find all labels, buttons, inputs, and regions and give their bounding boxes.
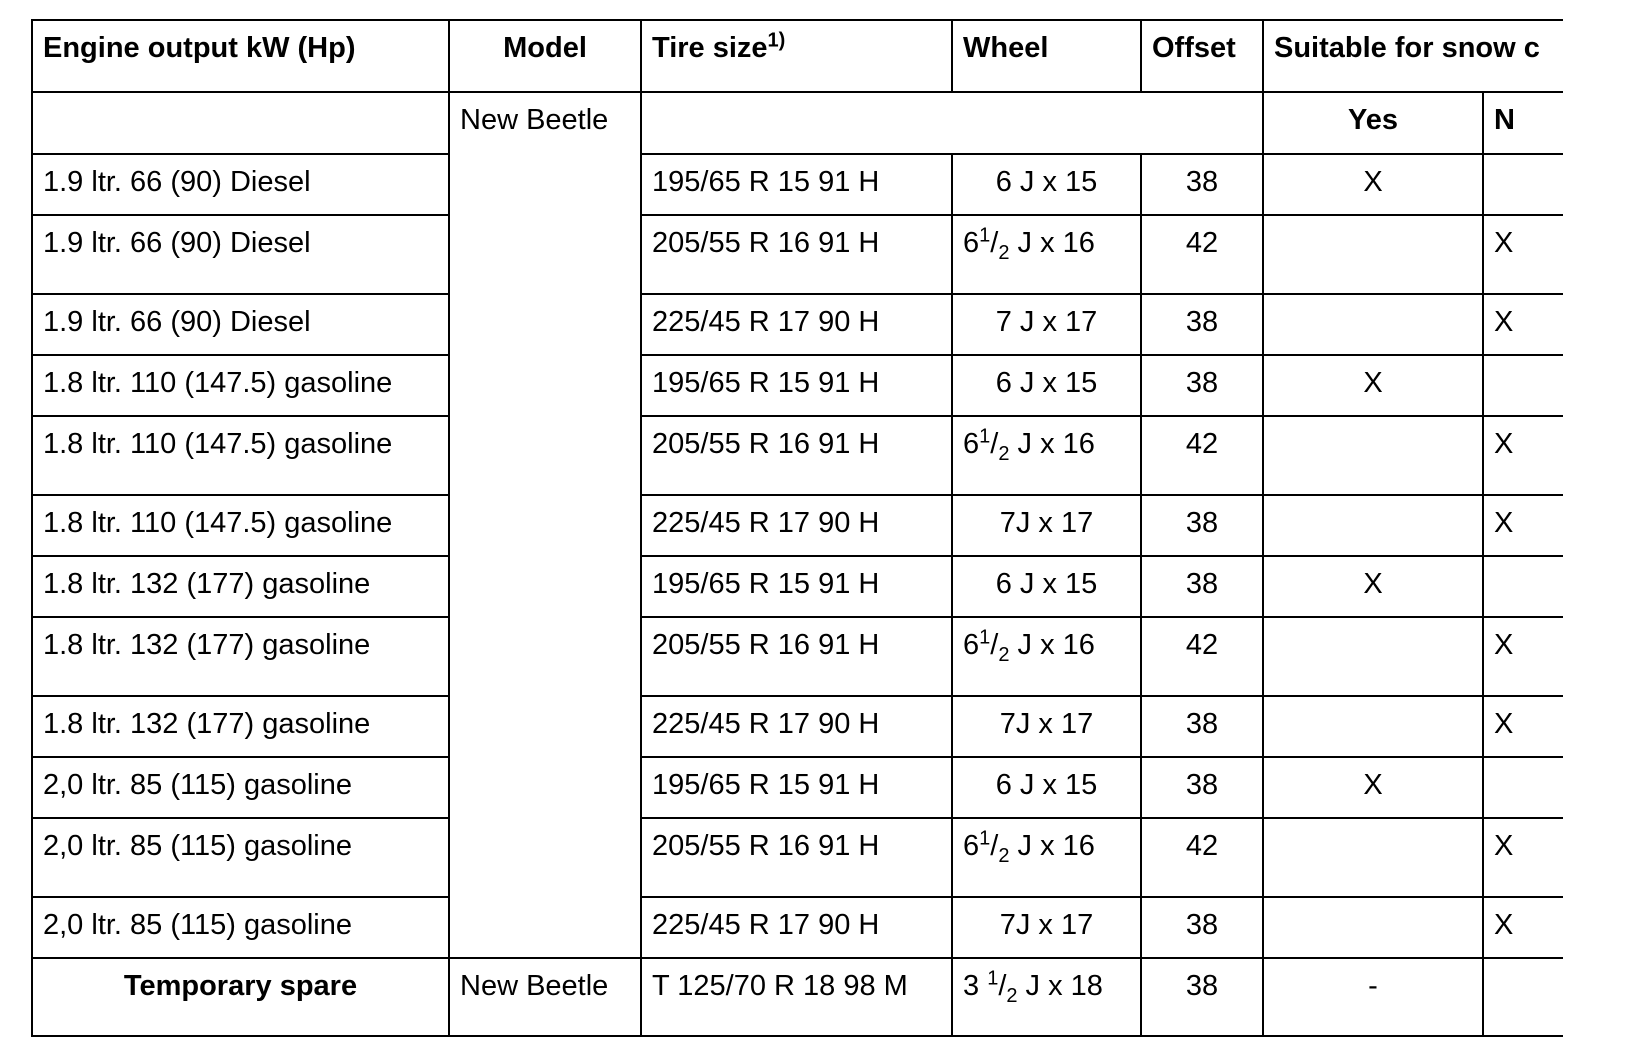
- engine-output-cell: 2,0 ltr. 85 (115) gasoline: [32, 757, 449, 818]
- tire-size-cell: 225/45 R 17 90 H: [641, 294, 952, 355]
- table-row: [32, 294, 1563, 355]
- spare-wheel-den: 2: [1006, 984, 1018, 1007]
- spare-wheel-rest: J x 18: [1017, 970, 1103, 1002]
- tire-size-cell: 195/65 R 15 91 H: [641, 757, 952, 818]
- table-row: [32, 696, 1563, 757]
- wheel-fraction-numerator: 1: [979, 224, 991, 247]
- engine-output-cell: 1.9 ltr. 66 (90) Diesel: [32, 215, 449, 294]
- wheel-fraction-numerator: 1: [979, 827, 991, 850]
- subheader-empty-spec: [641, 92, 1263, 154]
- spare-model: New Beetle: [449, 958, 641, 1036]
- spare-wheel: 3 $^1/_2$ J x 18: [952, 958, 1141, 1036]
- spare-wheel-num: 1: [987, 967, 999, 990]
- snow-chains-yes-cell: [1263, 495, 1483, 556]
- wheel-rest: J x 16: [1009, 830, 1095, 862]
- snow-chains-yes-cell: [1263, 416, 1483, 495]
- table-row: [32, 416, 1563, 495]
- snow-chains-yes-cell: [1263, 818, 1483, 897]
- wheel-int: 6: [963, 227, 980, 259]
- offset-cell: 38: [1141, 294, 1263, 355]
- offset-cell: 38: [1141, 556, 1263, 617]
- header-engine-output: Engine output kW (Hp): [32, 20, 449, 92]
- table-row: [32, 757, 1563, 818]
- wheel-int: 6: [963, 830, 980, 862]
- engine-output-cell: 1.9 ltr. 66 (90) Diesel: [32, 154, 449, 215]
- tire-size-cell: 225/45 R 17 90 H: [641, 495, 952, 556]
- table-body: [32, 92, 1563, 958]
- snow-chains-yes-cell: [1263, 294, 1483, 355]
- tire-size-cell: 195/65 R 15 91 H: [641, 556, 952, 617]
- table-row: [32, 355, 1563, 416]
- wheel-fraction-denominator: 2: [998, 844, 1010, 867]
- snow-chains-yes-cell: [1263, 215, 1483, 294]
- wheel-cell: $6^1/_2$ J x 16: [952, 617, 1141, 696]
- snow-chains-no-cell: [1483, 355, 1563, 416]
- offset-cell: 42: [1141, 416, 1263, 495]
- subheader-row: [32, 92, 1563, 154]
- spare-wheel-int: 3: [963, 970, 988, 1002]
- engine-output-cell: 2,0 ltr. 85 (115) gasoline: [32, 897, 449, 958]
- wheel-int: 6: [963, 629, 980, 661]
- tire-size-cell: 225/45 R 17 90 H: [641, 696, 952, 757]
- table-row: [32, 818, 1563, 897]
- wheel-fraction-denominator: 2: [998, 442, 1010, 465]
- spare-tire: T 125/70 R 18 98 M: [641, 958, 952, 1036]
- wheel-cell: 6 J x 15: [952, 757, 1141, 818]
- spare-body: [32, 958, 1563, 1036]
- spare-yes: -: [1263, 958, 1483, 1036]
- wheel-cell: 7J x 17: [952, 696, 1141, 757]
- wheel-cell: 6 J x 15: [952, 154, 1141, 215]
- header-wheel: Wheel: [952, 20, 1141, 92]
- table-row: [32, 215, 1563, 294]
- table-row: [32, 154, 1563, 215]
- snow-chains-yes-cell: [1263, 696, 1483, 757]
- model-cell: New Beetle: [449, 92, 641, 958]
- engine-output-cell: 1.8 ltr. 110 (147.5) gasoline: [32, 495, 449, 556]
- table-row: [32, 617, 1563, 696]
- offset-cell: 38: [1141, 154, 1263, 215]
- wheel-cell: $6^1/_2$ J x 16: [952, 416, 1141, 495]
- tire-size-cell: 205/55 R 16 91 H: [641, 215, 952, 294]
- header-tire-size: [641, 20, 952, 92]
- engine-output-cell: 1.8 ltr. 132 (177) gasoline: [32, 617, 449, 696]
- snow-chains-no-cell: X: [1483, 897, 1563, 958]
- snow-chains-no-cell: X: [1483, 294, 1563, 355]
- spare-engine: Temporary spare: [32, 958, 449, 1036]
- snow-chains-yes-cell: X: [1263, 556, 1483, 617]
- tire-size-cell: 205/55 R 16 91 H: [641, 818, 952, 897]
- wheel-fraction-numerator: 1: [979, 626, 991, 649]
- wheel-int: 6: [963, 428, 980, 460]
- wheel-fraction-denominator: 2: [998, 241, 1010, 264]
- header-tire-size-footnote: 1): [767, 29, 786, 52]
- wheel-cell: 7 J x 17: [952, 294, 1141, 355]
- tire-size-cell: 225/45 R 17 90 H: [641, 897, 952, 958]
- snow-chains-no-cell: X: [1483, 495, 1563, 556]
- subheader-no: N: [1483, 92, 1563, 154]
- spare-row: [32, 958, 1563, 1036]
- tire-size-cell: 205/55 R 16 91 H: [641, 617, 952, 696]
- snow-chains-no-cell: X: [1483, 696, 1563, 757]
- snow-chains-yes-cell: X: [1263, 757, 1483, 818]
- wheel-fraction-denominator: 2: [998, 643, 1010, 666]
- snow-chains-yes-cell: [1263, 617, 1483, 696]
- snow-chains-no-cell: X: [1483, 617, 1563, 696]
- snow-chains-yes-cell: [1263, 897, 1483, 958]
- header-snow-chains: Suitable for snow c: [1263, 20, 1563, 92]
- offset-cell: 42: [1141, 215, 1263, 294]
- offset-cell: 42: [1141, 818, 1263, 897]
- offset-cell: 38: [1141, 495, 1263, 556]
- header-row: [32, 20, 1563, 92]
- snow-chains-no-cell: X: [1483, 818, 1563, 897]
- offset-cell: 42: [1141, 617, 1263, 696]
- tire-size-cell: 195/65 R 15 91 H: [641, 154, 952, 215]
- snow-chains-no-cell: X: [1483, 215, 1563, 294]
- wheel-cell: 6 J x 15: [952, 556, 1141, 617]
- snow-chains-no-cell: [1483, 556, 1563, 617]
- snow-chains-no-cell: [1483, 757, 1563, 818]
- wheel-cell: 6 J x 15: [952, 355, 1141, 416]
- wheel-cell: $6^1/_2$ J x 16: [952, 215, 1141, 294]
- snow-chains-yes-cell: X: [1263, 355, 1483, 416]
- wheel-cell: 7J x 17: [952, 897, 1141, 958]
- engine-output-cell: 1.8 ltr. 132 (177) gasoline: [32, 696, 449, 757]
- engine-output-cell: 1.8 ltr. 110 (147.5) gasoline: [32, 355, 449, 416]
- tire-size-cell: 205/55 R 16 91 H: [641, 416, 952, 495]
- header-offset: Offset: [1141, 20, 1263, 92]
- snow-chains-no-cell: X: [1483, 416, 1563, 495]
- engine-output-cell: 1.9 ltr. 66 (90) Diesel: [32, 294, 449, 355]
- spare-offset: 38: [1141, 958, 1263, 1036]
- offset-cell: 38: [1141, 355, 1263, 416]
- offset-cell: 38: [1141, 897, 1263, 958]
- offset-cell: 38: [1141, 696, 1263, 757]
- subheader-empty-engine: [32, 92, 449, 154]
- table-row: [32, 897, 1563, 958]
- offset-cell: 38: [1141, 757, 1263, 818]
- wheel-rest: J x 16: [1009, 629, 1095, 661]
- tire-size-cell: 195/65 R 15 91 H: [641, 355, 952, 416]
- wheel-rest: J x 16: [1009, 428, 1095, 460]
- engine-output-cell: 2,0 ltr. 85 (115) gasoline: [32, 818, 449, 897]
- subheader-yes: Yes: [1263, 92, 1483, 154]
- header-tire-size-label: Tire size: [652, 32, 768, 64]
- table-row: [32, 495, 1563, 556]
- wheel-cell: 7J x 17: [952, 495, 1141, 556]
- wheel-cell: $6^1/_2$ J x 16: [952, 818, 1141, 897]
- engine-output-cell: 1.8 ltr. 110 (147.5) gasoline: [32, 416, 449, 495]
- wheel-rest: J x 16: [1009, 227, 1095, 259]
- header-model: Model: [449, 20, 641, 92]
- wheel-fraction-numerator: 1: [979, 425, 991, 448]
- snow-chains-yes-cell: X: [1263, 154, 1483, 215]
- engine-output-cell: 1.8 ltr. 132 (177) gasoline: [32, 556, 449, 617]
- snow-chains-no-cell: [1483, 154, 1563, 215]
- table-row: [32, 556, 1563, 617]
- spare-no: [1483, 958, 1563, 1036]
- tire-specification-table: [31, 19, 1563, 1037]
